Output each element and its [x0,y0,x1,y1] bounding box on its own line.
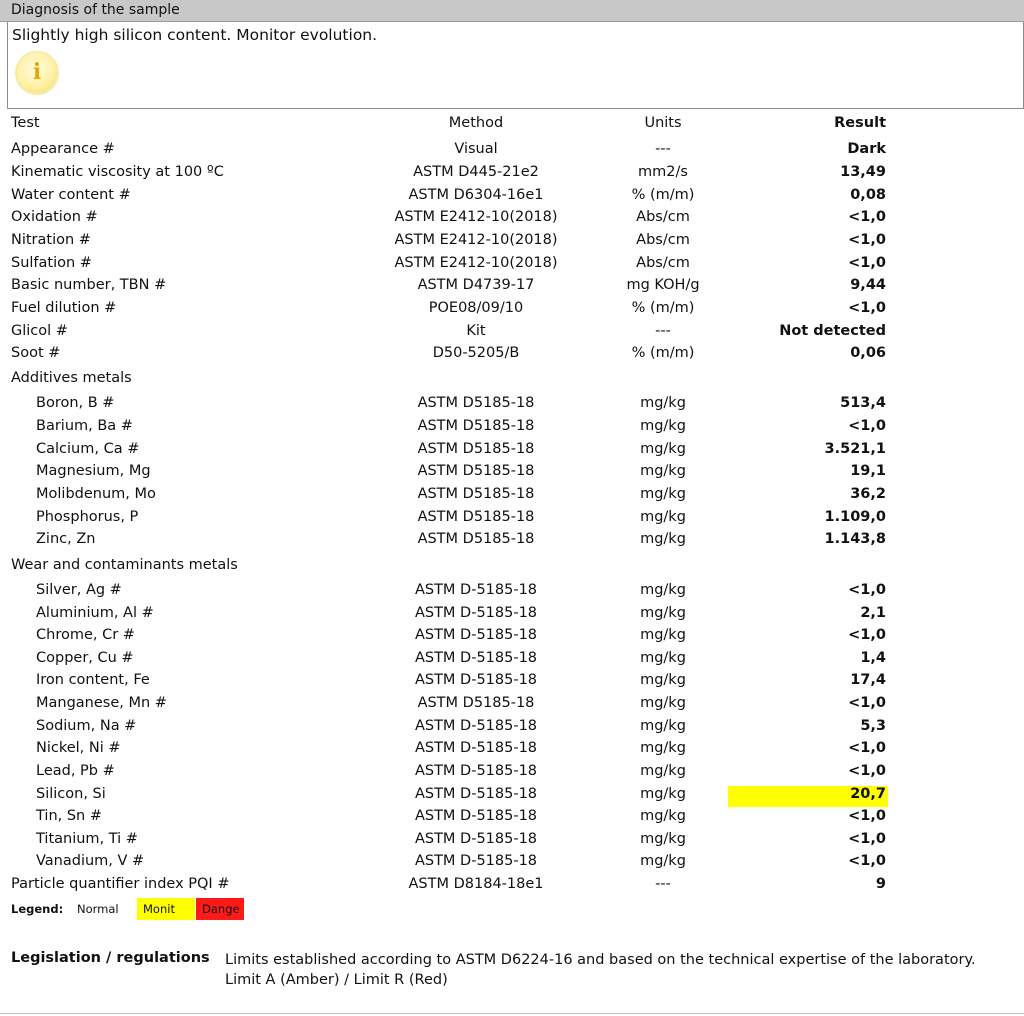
table-row [0,187,1024,209]
units-cell: mg/kg [640,853,686,869]
result-cell: 0,06 [850,345,886,361]
test-cell: Appearance # [11,141,115,157]
test-cell: Additives metals [11,370,132,386]
units-cell: mg/kg [640,831,686,847]
units-cell: % (m/m) [631,300,695,316]
table-row [0,395,1024,417]
legend-danger: Dange [196,898,244,920]
units-cell: mg/kg [640,418,686,434]
test-cell: Copper, Cu # [36,650,134,666]
units-cell: --- [655,141,671,157]
table-row [0,531,1024,553]
method-cell: ASTM D-5185-18 [414,808,538,824]
result-cell: <1,0 [848,853,886,869]
result-cell: 1.109,0 [824,509,886,525]
units-cell: mm2/s [638,164,688,180]
table-row [0,763,1024,785]
method-cell: ASTM D-5185-18 [414,718,538,734]
units-cell: mg/kg [640,441,686,457]
test-cell: Oxidation # [11,209,98,225]
method-cell: ASTM D4739-17 [417,277,535,293]
result-cell: 13,49 [840,164,886,180]
units-cell: mg/kg [640,531,686,547]
table-row [0,209,1024,231]
method-cell: ASTM D-5185-18 [414,740,538,756]
result-cell: 5,3 [860,718,886,734]
method-cell: ASTM D6304-16e1 [408,187,544,203]
info-icon [17,53,57,93]
legend-title: Legend: [11,902,64,916]
result-cell: 17,4 [850,672,886,688]
result-cell: <1,0 [848,808,886,824]
units-cell: mg/kg [640,395,686,411]
test-cell: Phosphorus, P [36,509,139,525]
method-cell: Kit [466,323,486,339]
test-cell: Particle quantifier index PQI # [11,876,230,892]
method-cell: ASTM D-5185-18 [414,831,538,847]
column-header-method: Method [448,115,504,131]
table-row [0,672,1024,694]
table-row [0,582,1024,604]
units-cell: mg/kg [640,763,686,779]
table-row [0,808,1024,830]
result-cell: 20,7 [728,786,888,807]
column-header-units: Units [644,115,682,131]
units-cell: mg/kg [640,740,686,756]
result-cell: 0,08 [850,187,886,203]
units-cell: % (m/m) [631,187,695,203]
table-row [0,300,1024,322]
method-cell: ASTM D-5185-18 [414,853,538,869]
test-cell: Boron, B # [36,395,115,411]
units-cell: Abs/cm [636,232,690,248]
method-cell: ASTM E2412-10(2018) [394,232,558,248]
table-row [0,418,1024,440]
result-cell: <1,0 [848,740,886,756]
test-cell: Water content # [11,187,131,203]
test-cell: Lead, Pb # [36,763,115,779]
test-cell: Sulfation # [11,255,92,271]
method-cell: ASTM D-5185-18 [414,672,538,688]
table-row [0,605,1024,627]
legislation-text [225,950,976,990]
units-cell: mg KOH/g [626,277,700,293]
diagnosis-text: Slightly high silicon content. Monitor evolution. [12,26,378,44]
column-header-test: Test [11,115,40,131]
method-cell: ASTM E2412-10(2018) [394,255,558,271]
table-row [0,232,1024,254]
result-cell: <1,0 [848,831,886,847]
method-cell: ASTM D5185-18 [417,395,535,411]
method-cell: ASTM D-5185-18 [414,650,538,666]
legislation-line-2: Limit A (Amber) / Limit R (Red) [225,972,448,988]
units-cell: mg/kg [640,486,686,502]
result-cell: 36,2 [850,486,886,502]
method-cell: ASTM D5185-18 [417,418,535,434]
test-cell: Silver, Ag # [36,582,122,598]
table-row [0,141,1024,163]
table-row [0,695,1024,717]
units-cell: % (m/m) [631,345,695,361]
table-row [0,441,1024,463]
section-row [0,370,1024,392]
table-row [0,718,1024,740]
units-cell: mg/kg [640,808,686,824]
units-cell: mg/kg [640,582,686,598]
result-cell: <1,0 [848,582,886,598]
method-cell: ASTM D-5185-18 [414,763,538,779]
legislation-line-1: Limits established according to ASTM D6224-16 and based on the technical expertise of the laboratory. [225,952,976,968]
result-cell: <1,0 [848,763,886,779]
table-row [0,164,1024,186]
table-row [0,509,1024,531]
method-cell: ASTM D445-21e2 [413,164,539,180]
test-cell: Magnesium, Mg [36,463,151,479]
test-cell: Calcium, Ca # [36,441,140,457]
method-cell: ASTM D5185-18 [417,695,535,711]
test-cell: Wear and contaminants metals [11,557,238,573]
result-cell: 513,4 [840,395,886,411]
result-cell: <1,0 [848,627,886,643]
result-cell: <1,0 [848,418,886,434]
method-cell: ASTM D-5185-18 [414,627,538,643]
units-cell: mg/kg [640,672,686,688]
method-cell: ASTM D5185-18 [417,441,535,457]
table-row [0,876,1024,898]
table-row [0,255,1024,277]
method-cell: ASTM D5185-18 [417,509,535,525]
test-cell: Kinematic viscosity at 100 ºC [11,164,224,180]
table-row [0,786,1024,808]
units-cell: --- [655,323,671,339]
method-cell: ASTM D-5185-18 [414,582,538,598]
units-cell: mg/kg [640,718,686,734]
result-cell: <1,0 [848,209,886,225]
legislation-label: Legislation / regulations [11,950,210,966]
test-cell: Fuel dilution # [11,300,117,316]
method-cell: ASTM D5185-18 [417,486,535,502]
method-cell: ASTM D5185-18 [417,463,535,479]
column-header-result: Result [834,115,886,131]
bottom-divider [0,1013,1024,1014]
test-cell: Nickel, Ni # [36,740,121,756]
diagnosis-box [7,22,1024,109]
method-cell: D50-5205/B [432,345,520,361]
table-row [0,831,1024,853]
result-cell: <1,0 [848,300,886,316]
test-cell: Titanium, Ti # [36,831,138,847]
result-cell: <1,0 [848,695,886,711]
test-cell: Iron content, Fe [36,672,150,688]
table-row [0,463,1024,485]
units-cell: mg/kg [640,605,686,621]
method-cell: ASTM D8184-18e1 [408,876,544,892]
diagnosis-header: Diagnosis of the sample [0,0,1024,22]
method-cell: Visual [454,141,498,157]
legend-monit: Monit [137,898,195,920]
result-cell: 3.521,1 [824,441,886,457]
units-cell: --- [655,876,671,892]
units-cell: mg/kg [640,509,686,525]
test-cell: Manganese, Mn # [36,695,167,711]
test-cell: Sodium, Na # [36,718,137,734]
test-cell: Zinc, Zn [36,531,96,547]
test-cell: Chrome, Cr # [36,627,135,643]
method-cell: ASTM E2412-10(2018) [394,209,558,225]
units-cell: Abs/cm [636,209,690,225]
result-cell: 9,44 [850,277,886,293]
table-row [0,277,1024,299]
result-cell: <1,0 [848,232,886,248]
test-cell: Soot # [11,345,61,361]
method-cell: ASTM D-5185-18 [414,605,538,621]
result-cell: 1.143,8 [824,531,886,547]
result-cell: 1,4 [860,650,886,666]
method-cell: POE08/09/10 [428,300,524,316]
units-cell: mg/kg [640,627,686,643]
table-row [0,627,1024,649]
table-row [0,486,1024,508]
result-cell: <1,0 [848,255,886,271]
test-cell: Vanadium, V # [36,853,145,869]
test-cell: Tin, Sn # [36,808,103,824]
table-row [0,323,1024,345]
method-cell: ASTM D-5185-18 [414,786,538,802]
units-cell: mg/kg [640,695,686,711]
test-cell: Aluminium, Al # [36,605,154,621]
test-cell: Molibdenum, Mo [36,486,156,502]
result-cell: 2,1 [860,605,886,621]
table-row [0,853,1024,875]
test-cell: Basic number, TBN # [11,277,167,293]
table-row [0,345,1024,367]
test-cell: Glicol # [11,323,68,339]
section-row [0,557,1024,579]
method-cell: ASTM D5185-18 [417,531,535,547]
legend-normal: Normal [77,902,119,916]
result-cell: Not detected [779,323,886,339]
units-cell: mg/kg [640,786,686,802]
table-row [0,650,1024,672]
units-cell: mg/kg [640,463,686,479]
test-cell: Barium, Ba # [36,418,133,434]
result-cell: 9 [875,876,886,892]
info-icon-glyph: i [32,59,42,85]
result-cell: Dark [847,141,886,157]
result-cell: 19,1 [850,463,886,479]
test-cell: Nitration # [11,232,91,248]
units-cell: mg/kg [640,650,686,666]
test-cell: Silicon, Si [36,786,106,802]
units-cell: Abs/cm [636,255,690,271]
table-row [0,740,1024,762]
